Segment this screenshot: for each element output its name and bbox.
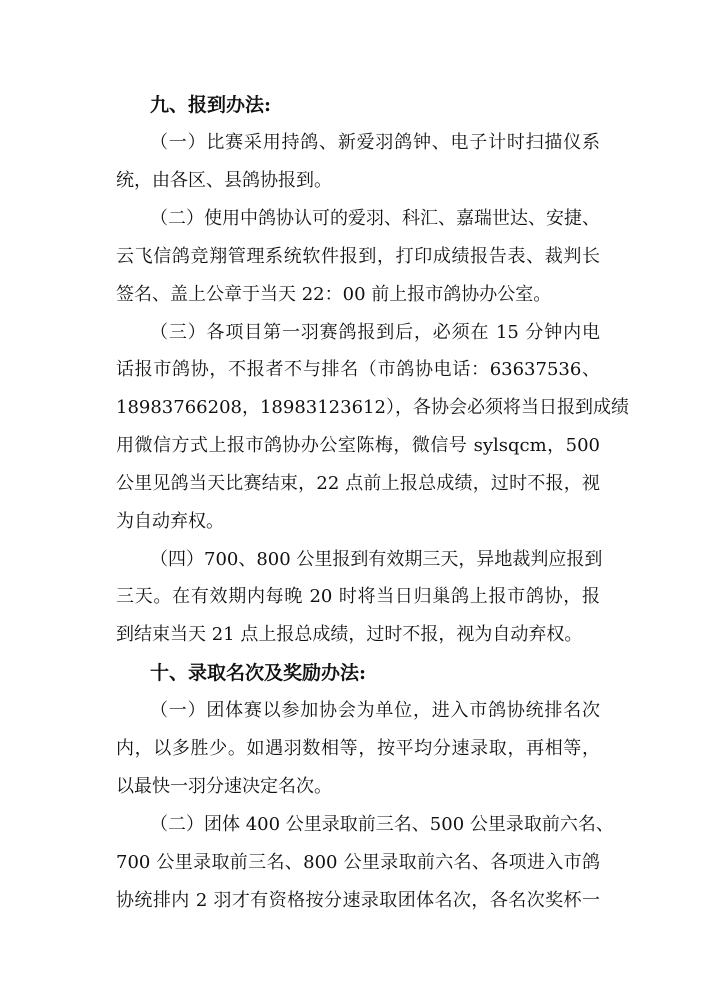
- paragraph-line: 公里见鸽当天比赛结束，22 点前上报总成绩，过时不报，视: [116, 473, 600, 494]
- paragraph-line: 话报市鸽协，不报者不与排名（市鸽协电话：63637536、: [116, 359, 600, 380]
- section-heading: 十、录取名次及奖励办法:: [150, 662, 367, 684]
- paragraph-line: （一）团体赛以参加协会为单位，进入市鸽协统排名次: [150, 700, 600, 721]
- paragraph-line: （二）使用中鸽协认可的爱羽、科汇、嘉瑞世达、安捷、: [150, 208, 600, 229]
- paragraph-line: 内，以多胜少。如遇羽数相等，按平均分速录取，再相等，: [116, 738, 600, 759]
- paragraph-line: （三）各项目第一羽赛鸽报到后，必须在 15 分钟内电: [150, 322, 600, 343]
- paragraph-line: 协统排内 2 羽才有资格按分速录取团体名次，各名次奖杯一: [116, 890, 600, 911]
- paragraph-line: 18983766208，18983123612），各协会必须将当日报到成绩: [116, 397, 629, 418]
- paragraph-line: 云飞信鸽竞翔管理系统软件报到，打印成绩报告表、裁判长: [116, 246, 600, 267]
- paragraph-line: （四）700、800 公里报到有效期三天，异地裁判应报到: [150, 549, 603, 570]
- paragraph-line: 签名、盖上公章于当天 22：00 前上报市鸽协办公室。: [116, 284, 552, 305]
- paragraph-line: 为自动弃权。: [116, 511, 224, 532]
- paragraph-line: 以最快一羽分速决定名次。: [116, 776, 332, 797]
- paragraph-line: 用微信方式上报市鸽协办公室陈梅，微信号 sylsqcm，500: [116, 435, 600, 456]
- section-heading: 九、报到办法:: [150, 94, 272, 116]
- paragraph-line: 700 公里录取前三名、800 公里录取前六名、各项进入市鸽: [116, 852, 600, 873]
- paragraph-line: （一）比赛采用持鸽、新爱羽鸽钟、电子计时扫描仪系: [150, 132, 600, 153]
- paragraph-line: 统，由各区、县鸽协报到。: [116, 170, 332, 191]
- paragraph-line: 到结束当天 21 点上报总成绩，过时不报，视为自动弃权。: [116, 624, 583, 645]
- paragraph-line: 三天。在有效期内每晚 20 时将当日归巢鸽上报市鸽协，报: [116, 586, 600, 607]
- paragraph-line: （二）团体 400 公里录取前三名、500 公里录取前六名、: [150, 814, 614, 835]
